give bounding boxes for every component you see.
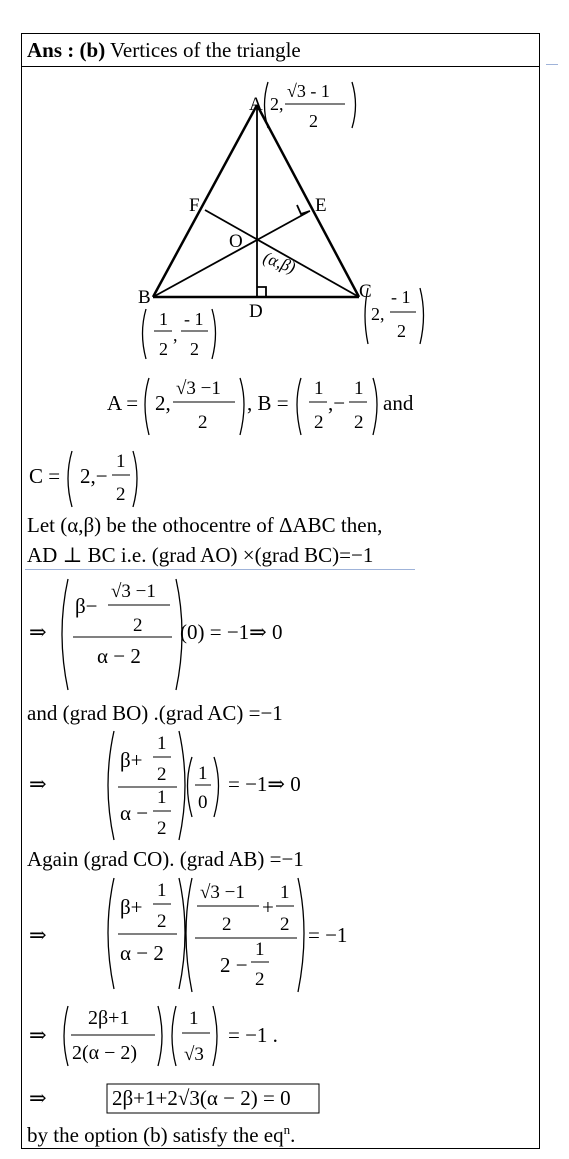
svg-text:2,: 2, [155,391,171,415]
svg-text:2: 2 [314,412,324,433]
svg-text:2(α − 2): 2(α − 2) [72,1042,138,1064]
triangle-figure [0,0,569,380]
grad-co-ab-condition: Again (grad CO). (grad AB) =−1 [27,847,304,871]
svg-text:1: 1 [314,378,324,399]
answer-prefix: Ans : [27,38,80,62]
svg-text:1: 1 [354,378,364,399]
equation-1 [0,575,569,695]
svg-text:1: 1 [198,763,208,784]
svg-text:2,: 2, [270,94,284,114]
svg-text:2: 2 [133,615,143,636]
svg-text:= −1: = −1 [308,923,348,947]
label-F: F [189,195,200,216]
svg-text:2,: 2, [371,304,385,324]
svg-text:√3 - 1: √3 - 1 [287,81,330,101]
svg-text:α − 2: α − 2 [97,644,141,668]
svg-text:= −1 .: = −1 . [228,1023,278,1047]
svg-text:2: 2 [397,321,406,341]
svg-text:2β+1+2√3(α − 2) = 0: 2β+1+2√3(α − 2) = 0 [112,1086,291,1110]
svg-text:1: 1 [157,787,167,808]
svg-text:2β+1: 2β+1 [88,1007,130,1029]
svg-text:2: 2 [116,484,126,505]
svg-text:,−: ,− [328,391,346,415]
answer-title: Vertices of the triangle [105,38,301,62]
svg-text:and: and [383,391,414,415]
svg-text:1: 1 [157,880,167,901]
svg-text:1: 1 [189,1008,199,1029]
svg-text:2: 2 [159,339,168,359]
svg-text:√3 −1: √3 −1 [200,882,245,903]
perpendicular-condition: AD ⊥ BC i.e. (grad AO) ×(grad BC)=−1 [27,543,374,567]
svg-text:⇒: ⇒ [29,620,47,644]
svg-text:2: 2 [198,412,208,433]
svg-text:β+: β+ [120,748,143,772]
label-O: O [229,231,243,252]
svg-text:2: 2 [280,914,290,935]
label-D: D [249,301,263,322]
svg-text:1: 1 [159,309,168,329]
answer-option: (b) [79,38,106,62]
svg-text:⇒: ⇒ [29,1086,47,1110]
conclusion: by the option (b) satisfy the $eq^n$. [27,1122,296,1147]
svg-text:1: 1 [255,939,265,960]
svg-text:1: 1 [157,733,167,754]
svg-text:α − 2: α − 2 [120,941,164,965]
svg-text:√3 −1: √3 −1 [111,581,156,602]
svg-text:- 1: - 1 [391,287,411,307]
coord-C [365,287,424,344]
svg-text:- 1: - 1 [184,309,204,329]
label-A: A [249,94,263,115]
svg-text:⇒: ⇒ [29,772,47,796]
label-orthocentre: (α,β) [260,247,299,278]
svg-text:2: 2 [190,339,199,359]
svg-text:(0) = −1⇒ 0: (0) = −1⇒ 0 [180,620,283,644]
svg-text:⇒: ⇒ [29,923,47,947]
svg-text:= −1⇒ 0: = −1⇒ 0 [228,772,301,796]
svg-text:√3 −1: √3 −1 [176,378,221,399]
svg-text:A =: A = [107,391,139,415]
equation-3 [0,872,569,1002]
svg-text:,: , [173,325,178,345]
svg-text:2,−: 2,− [80,464,108,488]
underline-rule [25,569,415,570]
coord-B [143,309,216,359]
label-B: B [138,287,151,308]
svg-text:+: + [262,895,274,919]
svg-text:2: 2 [354,412,364,433]
svg-text:⇒: ⇒ [29,1023,47,1047]
label-C: C [359,281,372,302]
svg-text:, B =: , B = [247,391,289,415]
svg-text:1: 1 [280,882,290,903]
svg-text:2: 2 [157,818,167,839]
svg-text:2: 2 [309,111,318,131]
svg-text:0: 0 [198,792,208,813]
coord-A [265,81,356,131]
svg-text:1: 1 [116,451,126,472]
vertex-c-equation [0,445,200,515]
equation-2 [0,725,569,845]
svg-text:2: 2 [157,764,167,785]
svg-text:2: 2 [222,914,232,935]
label-E: E [315,195,327,216]
svg-text:√3: √3 [184,1044,204,1065]
svg-text:C =: C = [29,464,61,488]
svg-text:β+: β+ [120,895,143,919]
svg-text:α −: α − [120,801,149,825]
svg-text:2: 2 [157,911,167,932]
svg-text:β−: β− [75,594,98,618]
svg-text:2 −: 2 − [220,953,248,977]
svg-text:2: 2 [255,969,265,990]
orthocentre-statement: Let (α,β) be the othocentre of ΔABC then, [27,513,383,537]
grad-bo-ac-condition: and (grad BO) .(grad AC) =−1 [27,701,283,725]
equation-4 [0,1000,569,1080]
